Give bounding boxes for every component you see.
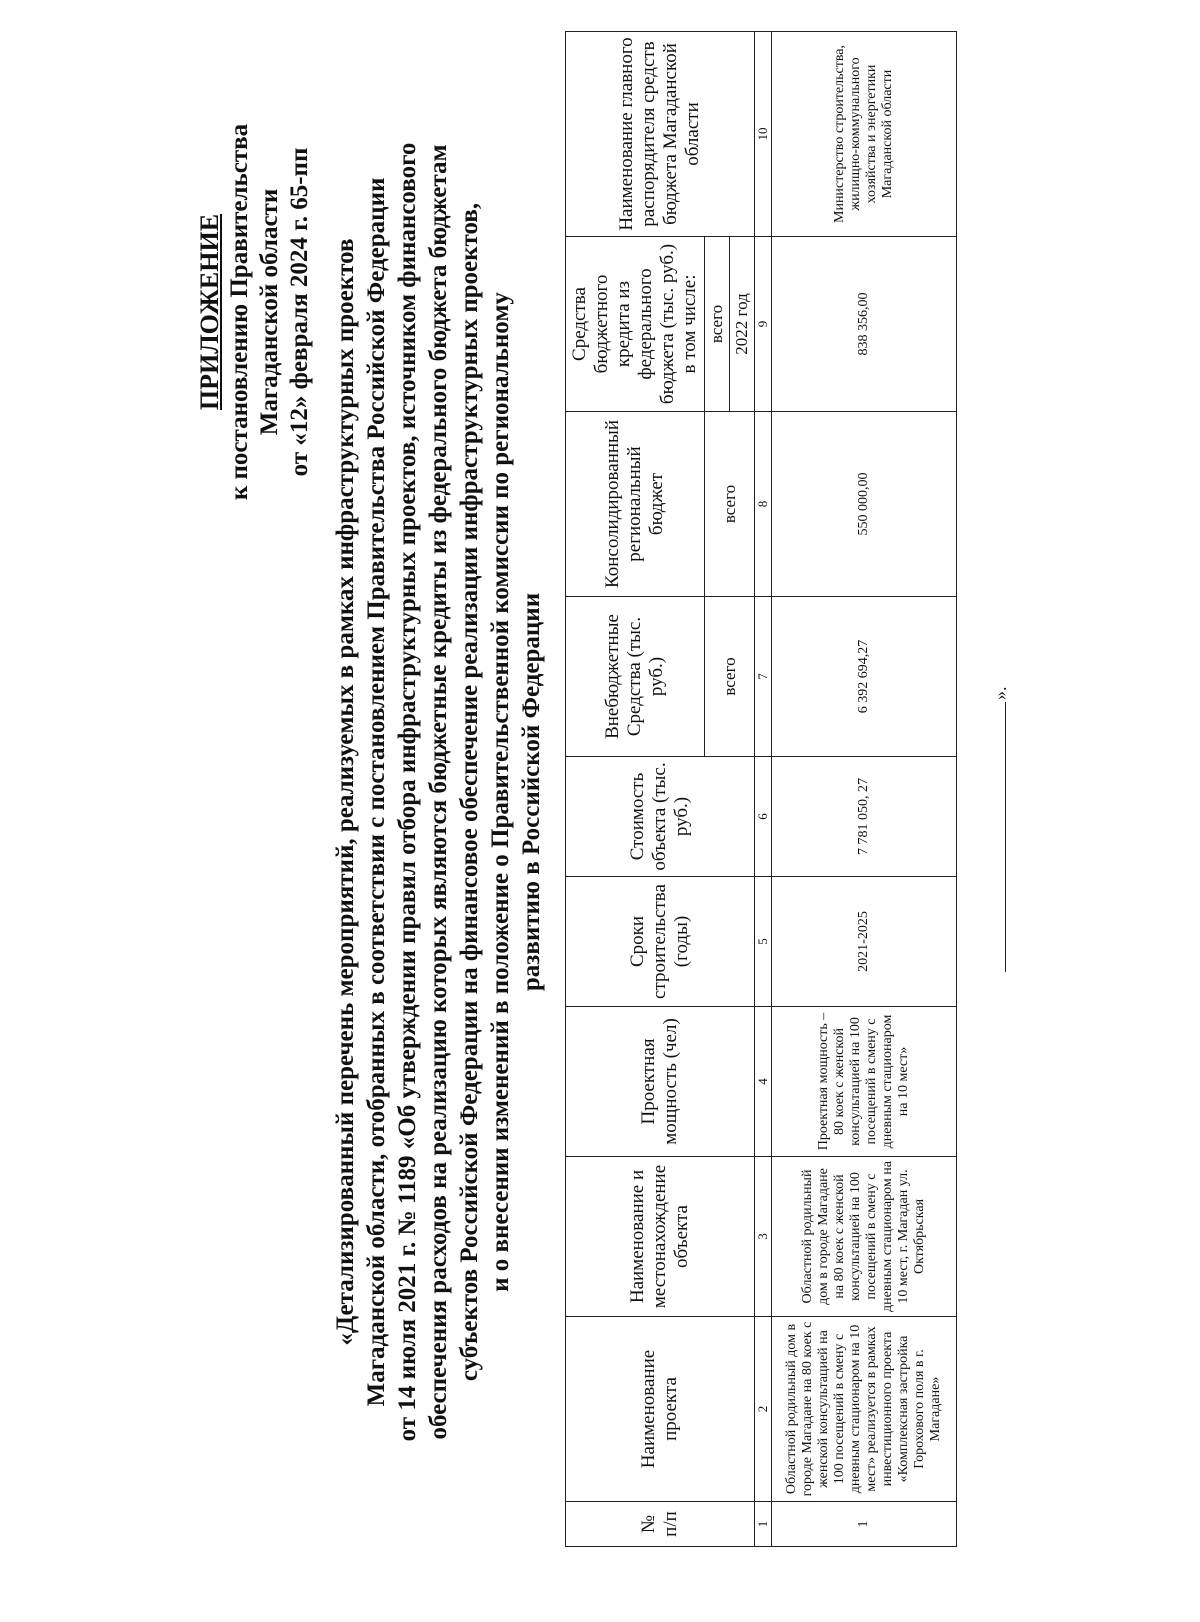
column-number: 3 — [755, 1157, 772, 1317]
header-object: Наименование и местонахождение объекта — [566, 1157, 755, 1317]
column-number: 9 — [755, 237, 772, 412]
header-no: № п/п — [566, 1502, 755, 1547]
header-regional: Консолидированный региональный бюджет — [566, 412, 705, 597]
appendix-line-2: Магаданской области — [256, 188, 283, 436]
column-number: 4 — [755, 1007, 772, 1157]
column-number: 8 — [755, 412, 772, 597]
cell-extra: 6 392 694,27 — [772, 597, 957, 757]
header-capacity: Проектная мощность (чел) — [566, 1007, 755, 1157]
column-number: 1 — [755, 1502, 772, 1547]
column-number: 5 — [755, 877, 772, 1007]
subheader-credit — [705, 237, 755, 412]
subheader-extra-total: всего — [705, 597, 755, 757]
header-manager: Наименование главного распорядителя средств бюджета Магаданской области — [566, 32, 755, 237]
header-credit: Средства бюджетного кредита из федерального бюджета (тыс. руб.) в том числе: — [566, 237, 705, 412]
appendix-block — [195, 32, 315, 592]
subheader-credit-year: 2022 год — [732, 293, 751, 355]
subheader-regional-total: всего — [705, 412, 755, 597]
header-extra: Внебюджетные Средства (тыс. руб.) — [566, 597, 705, 757]
subheader-credit-total: всего — [705, 237, 730, 411]
cell-capacity: Проектная мощность – 80 коек с женской консультацией на 100 посещений в смену с дневным стационаром на 10 мест» — [772, 1007, 957, 1157]
column-number: 7 — [755, 597, 772, 757]
title-line: Магаданской области, отобранных в соответствии с постановлением Правительства Российской Федерации — [363, 177, 390, 1407]
document-title — [330, 92, 547, 1492]
title-line: и о внесении изменений в положение о Правительственной комиссии по региональному — [487, 292, 514, 1292]
closing-line — [990, 672, 1011, 972]
appendix-line-3: от «12» февраля 2024 г. 65-пп — [286, 147, 313, 477]
column-number: 6 — [755, 757, 772, 877]
cell-cost: 7 781 050, 27 — [772, 757, 957, 877]
header-row — [566, 32, 705, 1547]
title-line: развитию в Российской Федерации — [518, 592, 545, 992]
column-number-row — [755, 32, 772, 1547]
title-line: обеспечения расходов на реализацию которых являются бюджетные кредиты из федерального бюджета бюджетам — [425, 144, 452, 1440]
appendix-line-1: к постановлению Правительства — [226, 123, 253, 501]
title-line: от 14 июля 2021 г. № 1189 «Об утверждении правил отбора инфраструктурных проектов, источником финансового — [394, 142, 421, 1442]
cell-no: 1 — [772, 1502, 957, 1547]
closing-rule — [1005, 702, 1006, 972]
cell-regional: 550 000,00 — [772, 412, 957, 597]
header-terms: Сроки строительства (годы) — [566, 877, 755, 1007]
cell-credit: 838 356,00 — [772, 237, 957, 412]
cell-project: Областной родильный дом в городе Магадане на 80 коек с женской консультацией на 100 посещений в смену с дневным стационаром на 10 мест» реализуется в рамках инвестиционного проекта «Комплексная застройка Горохового поля в г. Магадане» — [772, 1317, 957, 1502]
closing-mark: ». — [990, 686, 1010, 700]
appendix-heading: ПРИЛОЖЕНИЕ — [195, 213, 224, 411]
cell-terms: 2021-2025 — [772, 877, 957, 1007]
header-project: Наименование проекта — [566, 1317, 755, 1502]
header-cost: Стоимость объекта (тыс. руб.) — [566, 757, 755, 877]
table-row — [772, 32, 957, 1547]
projects-table — [565, 31, 957, 1547]
cell-manager: Министерство строительства, жилищно-коммунального хозяйства и энергетики Магаданской области — [772, 32, 957, 237]
cell-object: Областной родильный дом в городе Магадане на 80 коек с женской консультацией на 100 посещений в смену с дневным стационаром на 10 мест, г. Магадан ул. Октябрьская — [772, 1157, 957, 1317]
title-line: «Детализированный перечень мероприятий, реализуемых в рамках инфраструктурных проектов — [332, 238, 359, 1346]
column-number: 10 — [755, 32, 772, 237]
column-number: 2 — [755, 1317, 772, 1502]
title-line: субъектов Российской Федерации на финансовое обеспечение реализации инфраструктурных проектов, — [456, 202, 483, 1382]
